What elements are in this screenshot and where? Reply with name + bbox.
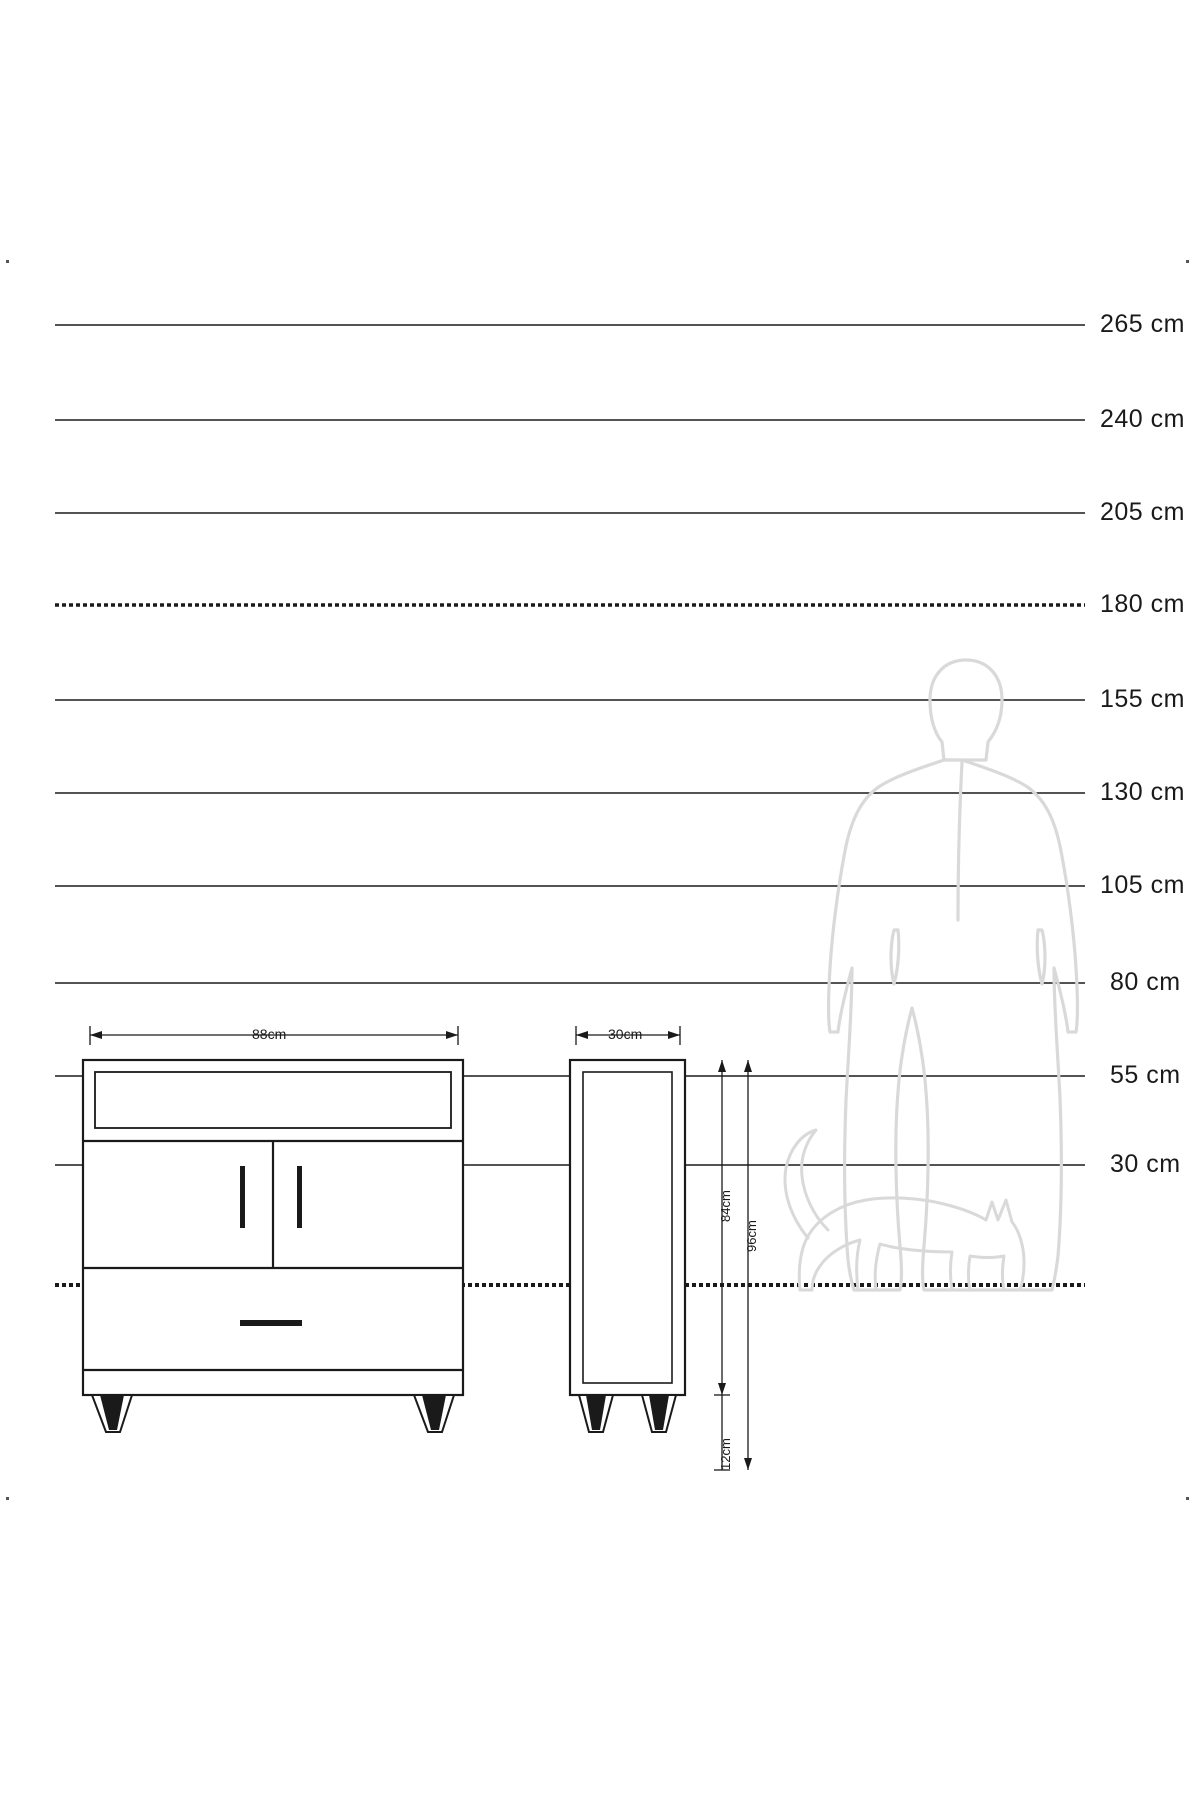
scale-label-205: 205 cm [1100,498,1185,526]
dim-30-arrow-right [668,1031,680,1039]
dim-label-88cm: 88cm [252,1026,287,1042]
scale-label-80: 80 cm [1110,968,1181,996]
cat-silhouette [785,1130,1024,1290]
dim-label-96cm: 96cm [744,1220,759,1252]
dim-96-arrow-top [744,1060,752,1072]
scale-label-240: 240 cm [1100,405,1185,433]
sideboard-handle-right [297,1166,302,1228]
tall-narrow-cabinet [570,1060,685,1432]
dim-30-arrow-left [576,1031,588,1039]
dim-84-arrow-top [718,1060,726,1072]
scale-label-155: 155 cm [1100,685,1185,713]
sideboard-handle-left [240,1166,245,1228]
sideboard-cabinet [83,1060,463,1432]
human-silhouette [829,660,1078,1290]
dim-88-arrow-right [446,1031,458,1039]
dim-label-30cm: 30cm [608,1026,643,1042]
scale-label-30: 30 cm [1110,1150,1181,1178]
scale-label-180: 180 cm [1100,590,1185,618]
dim-label-12cm: 12cm [718,1438,733,1470]
dim-96-arrow-bottom [744,1458,752,1470]
dim-84-arrow-bottom [718,1383,726,1395]
sideboard-open-shelf [95,1072,451,1128]
scale-label-105: 105 cm [1100,871,1185,899]
scale-label-55: 55 cm [1110,1061,1181,1089]
dim-88-arrow-left [90,1031,102,1039]
sideboard-handle-drawer [240,1320,302,1326]
scale-label-130: 130 cm [1100,778,1185,806]
dim-label-84cm: 84cm [718,1190,733,1222]
tall-unit-door [583,1072,672,1383]
scale-label-265: 265 cm [1100,310,1185,338]
